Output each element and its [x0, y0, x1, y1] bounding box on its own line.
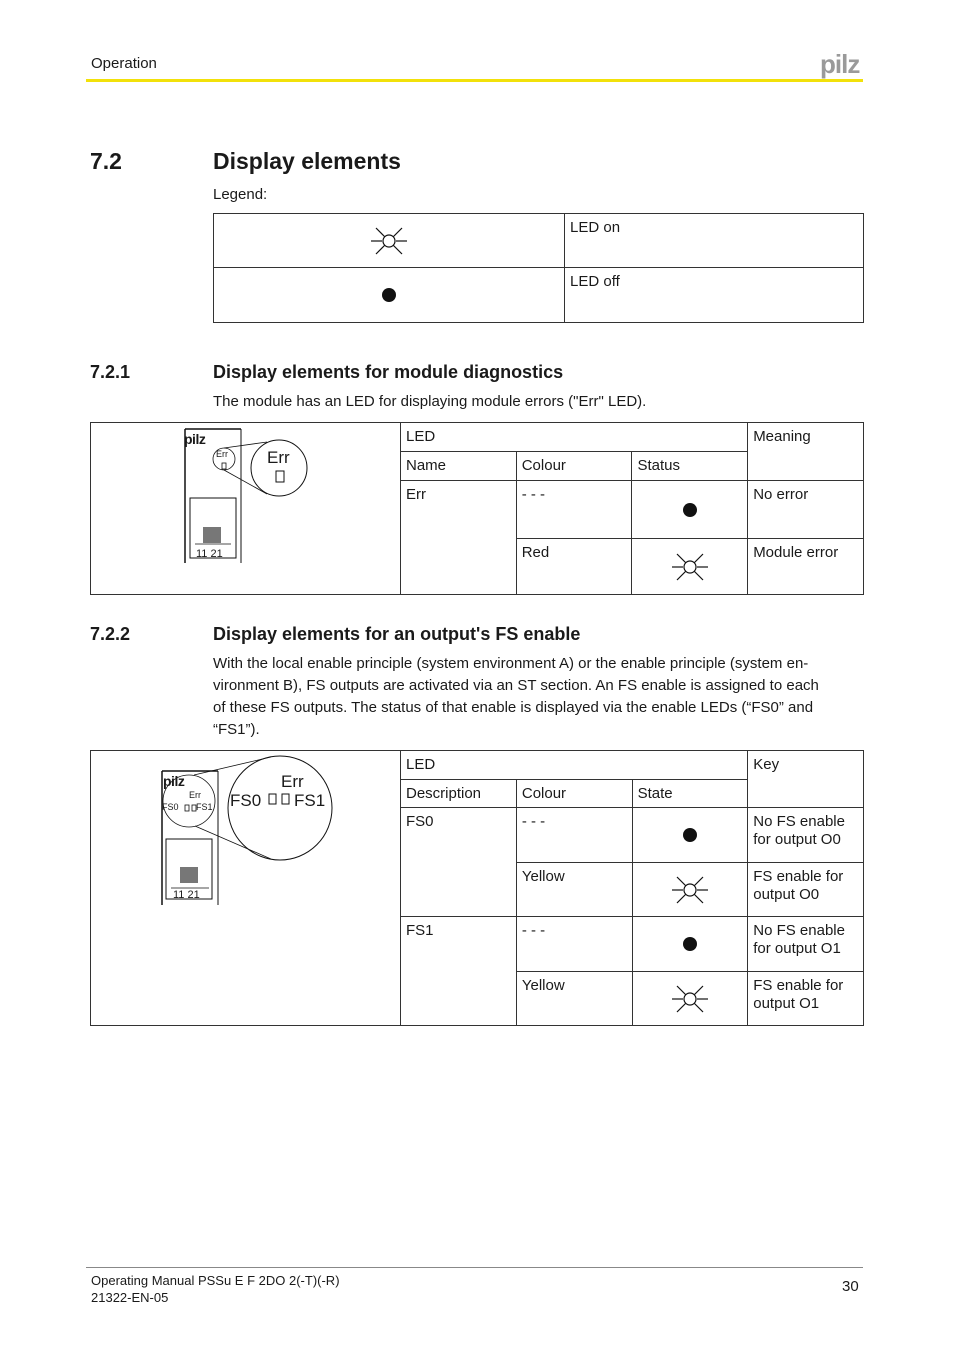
zoom-fs1-label: FS1: [294, 791, 326, 810]
subsection-text-line: of these FS outputs. The status of that enable is displayed via the enable LEDs (“FS0” and: [213, 699, 814, 716]
connector-label: 11 21: [173, 889, 200, 901]
figure-logo: pilz: [163, 773, 185, 789]
col-colour-header: Colour: [516, 452, 632, 481]
subsection-number: 7.2.2: [90, 624, 131, 644]
module-diagram-icon: [91, 423, 400, 594]
figure-led-label: Err: [216, 449, 228, 459]
footer-doc-number: 21322-EN-05: [91, 1290, 169, 1305]
row-colour-cell: Yellow: [516, 863, 632, 917]
figure-logo: pilz: [184, 431, 206, 447]
col-state-header: State: [632, 780, 748, 808]
led-off-icon: [680, 500, 700, 520]
col-colour-header: Colour: [516, 780, 632, 808]
figure-fs1-label: FS1: [196, 802, 213, 812]
row-status-cell: [632, 539, 748, 595]
row-name-cell: Err: [401, 481, 517, 595]
pilz-logo: pilz: [820, 49, 860, 79]
legend-label: Legend:: [213, 186, 268, 203]
led-on-icon: [670, 979, 710, 1019]
row-colour-cell: Yellow: [516, 972, 632, 1026]
section-number: 7.2: [90, 148, 122, 174]
subsection-text: The module has an LED for displaying module errors ("Err" LED).: [213, 393, 647, 410]
subsection-text-line: “FS1”).: [213, 721, 260, 738]
row-key-cell: FS enable for output O0: [748, 863, 864, 917]
module-diagnostics-table: [90, 422, 864, 595]
led-off-icon: [680, 825, 700, 845]
led-on-icon: [369, 221, 409, 261]
subsection-text-line: With the local enable principle (system environment A) or the enable principle (system en-: [213, 655, 809, 672]
figure-fs0-label: FS0: [162, 802, 179, 812]
row-state-cell: [632, 863, 748, 917]
row-colour-cell: - - -: [516, 808, 632, 863]
led-group-header: LED: [401, 751, 748, 780]
legend-text-cell: LED off: [565, 268, 864, 323]
row-colour-cell: - - -: [516, 481, 632, 539]
led-off-icon: [680, 934, 700, 954]
led-group-header: LED: [401, 423, 748, 452]
header-rule: [86, 79, 863, 82]
fs-figure-cell: [91, 751, 401, 1026]
running-header: Operation: [91, 55, 157, 72]
legend-table: [213, 213, 864, 323]
row-description-cell: FS1: [401, 917, 517, 1026]
subsection-title: Display elements for an output's FS enable: [213, 624, 581, 644]
led-on-icon: [670, 870, 710, 910]
row-key-cell: No FS enable for output O0: [748, 808, 864, 863]
row-meaning-cell: No error: [748, 481, 864, 539]
module-figure-cell: [91, 423, 401, 595]
key-header: Key: [748, 751, 864, 808]
zoom-led-label: Err: [267, 448, 290, 467]
row-colour-cell: - - -: [516, 917, 632, 972]
zoom-err-label: Err: [281, 772, 304, 791]
subsection-text-line: vironment B), FS outputs are activated via an ST section. An FS enable is assigned to each: [213, 677, 819, 694]
legend-icon-cell: [214, 214, 565, 268]
row-description-cell: FS0: [401, 808, 517, 917]
section-title: Display elements: [213, 148, 401, 174]
row-status-cell: [632, 481, 748, 539]
row-meaning-cell: Module error: [748, 539, 864, 595]
col-status-header: Status: [632, 452, 748, 481]
fs-enable-table: [90, 750, 864, 1026]
legend-icon-cell: [214, 268, 565, 323]
row-state-cell: [632, 808, 748, 863]
footer-manual-title: Operating Manual PSSu E F 2DO 2(-T)(-R): [91, 1273, 340, 1288]
row-state-cell: [632, 917, 748, 972]
subsection-number: 7.2.1: [90, 362, 131, 382]
col-name-header: Name: [401, 452, 517, 481]
col-description-header: Description: [401, 780, 517, 808]
row-key-cell: FS enable for output O1: [748, 972, 864, 1026]
row-colour-cell: Red: [516, 539, 632, 595]
figure-err-label: Err: [189, 790, 201, 800]
connector-label: 11 21: [196, 548, 223, 560]
subsection-title: Display elements for module diagnostics: [213, 362, 564, 382]
legend-text-cell: LED on: [565, 214, 864, 268]
led-on-icon: [670, 547, 710, 587]
led-off-icon: [379, 285, 399, 305]
zoom-fs0-label: FS0: [230, 791, 262, 810]
row-state-cell: [632, 972, 748, 1026]
meaning-header: Meaning: [748, 423, 864, 481]
footer-rule: [86, 1267, 863, 1268]
page-number: 30: [842, 1278, 859, 1295]
row-key-cell: No FS enable for output O1: [748, 917, 864, 972]
